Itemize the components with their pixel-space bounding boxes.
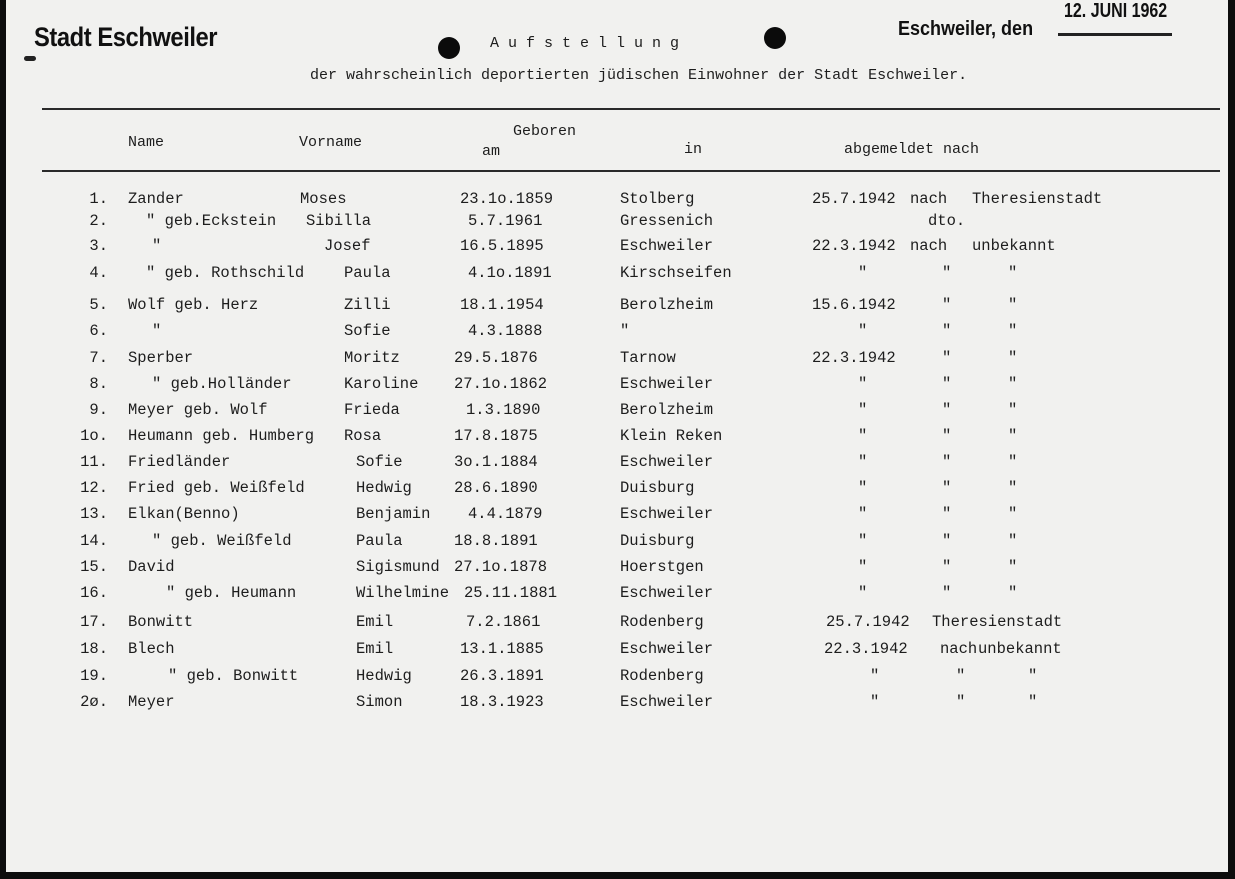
row-name: Heumann geb. Humberg bbox=[128, 427, 315, 445]
row-destination-part: " bbox=[942, 532, 952, 550]
col-header-vorname: Vorname bbox=[299, 134, 363, 151]
row-birth-date: 5.7.1961 bbox=[468, 212, 543, 230]
row-birth-date: 27.1o.1878 bbox=[454, 558, 548, 576]
row-birth-place: Duisburg bbox=[620, 479, 695, 497]
row-vorname: Wilhelmine bbox=[356, 584, 450, 602]
row-vorname: Sofie bbox=[344, 322, 391, 340]
row-birth-date: 23.1o.1859 bbox=[460, 190, 554, 208]
place-date-stamp: Eschweiler, den bbox=[898, 18, 1034, 40]
row-destination-part: 22.3.1942 bbox=[812, 349, 896, 367]
row-destination-part: " bbox=[858, 453, 868, 471]
row-destination-part: 22.3.1942 bbox=[812, 237, 896, 255]
row-vorname: Simon bbox=[356, 693, 403, 711]
row-destination-part: " bbox=[942, 322, 952, 340]
row-destination-part: " bbox=[1008, 296, 1018, 314]
row-name: David bbox=[128, 558, 175, 576]
row-destination-part: " bbox=[870, 667, 880, 685]
row-name: Zander bbox=[128, 190, 184, 208]
col-header-am: am bbox=[482, 143, 501, 160]
row-birth-place: Berolzheim bbox=[620, 401, 714, 419]
row-destination-part: nach bbox=[940, 640, 978, 658]
row-number: 2. bbox=[89, 212, 108, 230]
row-destination-part: unbekannt bbox=[978, 640, 1062, 658]
row-birth-date: 3o.1.1884 bbox=[454, 453, 538, 471]
row-vorname: Hedwig bbox=[356, 479, 412, 497]
row-destination-part: " bbox=[858, 584, 868, 602]
col-header-name: Name bbox=[128, 134, 165, 151]
row-destination-part: " bbox=[956, 693, 966, 711]
row-birth-date: 4.1o.1891 bbox=[468, 264, 552, 282]
row-destination-part: Theresienstadt bbox=[972, 190, 1103, 208]
row-destination-part: " bbox=[1008, 505, 1018, 523]
row-destination-part: " bbox=[858, 375, 868, 393]
row-destination-part: " bbox=[942, 264, 952, 282]
row-destination-part: " bbox=[858, 322, 868, 340]
row-destination-part: " bbox=[942, 558, 952, 576]
row-destination-part: " bbox=[1008, 558, 1018, 576]
header-rule-top bbox=[42, 108, 1220, 110]
row-destination-part: 25.7.1942 bbox=[826, 613, 910, 631]
row-vorname: Sibilla bbox=[306, 212, 372, 230]
row-birth-date: 18.1.1954 bbox=[460, 296, 544, 314]
row-destination-part: " bbox=[1008, 453, 1018, 471]
row-name: " bbox=[152, 322, 162, 340]
row-name: Sperber bbox=[128, 349, 194, 367]
row-birth-date: 27.1o.1862 bbox=[454, 375, 548, 393]
row-birth-date: 16.5.1895 bbox=[460, 237, 544, 255]
row-destination-part: " bbox=[858, 264, 868, 282]
col-header-geboren: Geboren bbox=[513, 123, 577, 140]
row-destination-part: 22.3.1942 bbox=[824, 640, 908, 658]
row-destination-part: " bbox=[1008, 479, 1018, 497]
row-destination-part: " bbox=[858, 532, 868, 550]
row-name: " bbox=[152, 237, 162, 255]
row-number: 15. bbox=[80, 558, 108, 576]
row-destination-part: " bbox=[858, 558, 868, 576]
row-name: Elkan(Benno) bbox=[128, 505, 240, 523]
row-birth-place: Rodenberg bbox=[620, 667, 704, 685]
row-birth-place: Eschweiler bbox=[620, 693, 714, 711]
row-birth-date: 18.3.1923 bbox=[460, 693, 544, 711]
row-name: " geb. Bonwitt bbox=[168, 667, 299, 685]
row-birth-place: Gressenich bbox=[620, 212, 714, 230]
document-subtitle: der wahrscheinlich deportierten jüdischen Einwohner der Stadt Eschweiler. bbox=[310, 67, 968, 84]
row-name: Blech bbox=[128, 640, 175, 658]
row-birth-date: 13.1.1885 bbox=[460, 640, 544, 658]
row-birth-date: 28.6.1890 bbox=[454, 479, 538, 497]
row-number: 16. bbox=[80, 584, 108, 602]
row-birth-date: 4.3.1888 bbox=[468, 322, 543, 340]
row-destination-part: " bbox=[1008, 584, 1018, 602]
row-name: " geb.Eckstein bbox=[146, 212, 277, 230]
document-sheet bbox=[6, 0, 1228, 872]
row-destination-part: " bbox=[942, 296, 952, 314]
row-vorname: Emil bbox=[356, 613, 394, 631]
row-birth-date: 1.3.1890 bbox=[466, 401, 541, 419]
row-destination-part: " bbox=[1008, 401, 1018, 419]
row-birth-date: 7.2.1861 bbox=[466, 613, 541, 631]
stamp-smudge bbox=[24, 56, 36, 61]
row-name: Bonwitt bbox=[128, 613, 194, 631]
row-name: " geb.Holländer bbox=[152, 375, 292, 393]
row-destination-part: " bbox=[858, 505, 868, 523]
col-header-in: in bbox=[684, 141, 703, 158]
row-destination-part: " bbox=[1008, 322, 1018, 340]
row-birth-place: Tarnow bbox=[620, 349, 676, 367]
row-destination-part: " bbox=[942, 349, 952, 367]
row-destination-part: " bbox=[956, 667, 966, 685]
row-birth-date: 25.11.1881 bbox=[464, 584, 558, 602]
row-birth-place: Hoerstgen bbox=[620, 558, 704, 576]
row-birth-date: 18.8.1891 bbox=[454, 532, 538, 550]
row-destination-part: " bbox=[942, 401, 952, 419]
row-vorname: Sigismund bbox=[356, 558, 440, 576]
row-number: 7. bbox=[89, 349, 108, 367]
row-birth-place: Eschweiler bbox=[620, 505, 714, 523]
row-destination-part: 25.7.1942 bbox=[812, 190, 896, 208]
row-vorname: Frieda bbox=[344, 401, 400, 419]
row-birth-place: Klein Reken bbox=[620, 427, 723, 445]
row-destination-part: " bbox=[942, 453, 952, 471]
row-vorname: Karoline bbox=[344, 375, 419, 393]
header-rule-bottom bbox=[42, 170, 1220, 172]
row-name: " geb. Weißfeld bbox=[152, 532, 292, 550]
row-destination-part: " bbox=[942, 584, 952, 602]
row-destination-part: " bbox=[942, 505, 952, 523]
row-birth-place: Eschweiler bbox=[620, 237, 714, 255]
row-birth-place: Berolzheim bbox=[620, 296, 714, 314]
row-vorname: Moritz bbox=[344, 349, 400, 367]
row-vorname: Hedwig bbox=[356, 667, 412, 685]
row-vorname: Sofie bbox=[356, 453, 403, 471]
row-vorname: Josef bbox=[324, 237, 371, 255]
row-destination-part: unbekannt bbox=[972, 237, 1056, 255]
row-name: Fried geb. Weißfeld bbox=[128, 479, 305, 497]
row-destination-part: Theresienstadt bbox=[932, 613, 1063, 631]
row-vorname: Zilli bbox=[344, 296, 391, 314]
row-birth-place: Eschweiler bbox=[620, 453, 714, 471]
row-destination-part: " bbox=[1028, 693, 1038, 711]
office-stamp: Stadt Eschweiler bbox=[34, 22, 218, 52]
row-name: Friedländer bbox=[128, 453, 231, 471]
row-number: 13. bbox=[80, 505, 108, 523]
row-vorname: Benjamin bbox=[356, 505, 431, 523]
row-destination-part: " bbox=[858, 479, 868, 497]
row-number: 11. bbox=[80, 453, 108, 471]
row-number: 2ø. bbox=[80, 693, 108, 711]
row-destination-part: " bbox=[1008, 532, 1018, 550]
row-birth-place: " bbox=[620, 322, 630, 340]
row-birth-date: 29.5.1876 bbox=[454, 349, 538, 367]
row-name: Wolf geb. Herz bbox=[128, 296, 259, 314]
row-destination-part: dto. bbox=[928, 212, 966, 230]
row-destination-part: " bbox=[1028, 667, 1038, 685]
row-number: 18. bbox=[80, 640, 108, 658]
row-birth-place: Eschweiler bbox=[620, 584, 714, 602]
row-number: 3. bbox=[89, 237, 108, 255]
row-number: 6. bbox=[89, 322, 108, 340]
row-birth-place: Kirschseifen bbox=[620, 264, 732, 282]
row-birth-place: Eschweiler bbox=[620, 375, 714, 393]
date-stamp: 12. JUNI 1962 bbox=[1064, 0, 1168, 22]
document-title: A u f s t e l l u n g bbox=[490, 35, 680, 52]
row-number: 5. bbox=[89, 296, 108, 314]
row-name: Meyer bbox=[128, 693, 175, 711]
row-birth-date: 17.8.1875 bbox=[454, 427, 538, 445]
row-destination-part: " bbox=[870, 693, 880, 711]
row-destination-part: " bbox=[942, 427, 952, 445]
row-vorname: Emil bbox=[356, 640, 394, 658]
row-destination-part: nach bbox=[910, 237, 948, 255]
row-destination-part: " bbox=[858, 427, 868, 445]
row-birth-date: 4.4.1879 bbox=[468, 505, 543, 523]
row-destination-part: nach bbox=[910, 190, 948, 208]
row-birth-place: Eschweiler bbox=[620, 640, 714, 658]
row-number: 17. bbox=[80, 613, 108, 631]
row-name: Meyer geb. Wolf bbox=[128, 401, 268, 419]
row-destination-part: " bbox=[1008, 427, 1018, 445]
row-destination-part: " bbox=[1008, 349, 1018, 367]
row-vorname: Paula bbox=[356, 532, 403, 550]
row-destination-part: " bbox=[1008, 375, 1018, 393]
row-vorname: Moses bbox=[300, 190, 347, 208]
row-number: 9. bbox=[89, 401, 108, 419]
row-number: 19. bbox=[80, 667, 108, 685]
row-number: 8. bbox=[89, 375, 108, 393]
row-vorname: Rosa bbox=[344, 427, 382, 445]
row-destination-part: " bbox=[1008, 264, 1018, 282]
row-number: 1. bbox=[89, 190, 108, 208]
row-birth-place: Duisburg bbox=[620, 532, 695, 550]
row-vorname: Paula bbox=[344, 264, 391, 282]
row-destination-part: " bbox=[942, 375, 952, 393]
row-number: 1o. bbox=[80, 427, 108, 445]
row-number: 14. bbox=[80, 532, 108, 550]
row-number: 12. bbox=[80, 479, 108, 497]
col-header-abgemeldet: abgemeldet nach bbox=[844, 141, 980, 158]
row-name: " geb. Heumann bbox=[166, 584, 297, 602]
row-destination-part: 15.6.1942 bbox=[812, 296, 896, 314]
punch-hole-left bbox=[438, 37, 460, 59]
row-birth-date: 26.3.1891 bbox=[460, 667, 544, 685]
row-destination-part: " bbox=[942, 479, 952, 497]
date-underline bbox=[1058, 33, 1172, 36]
punch-hole-right bbox=[764, 27, 786, 49]
row-destination-part: " bbox=[858, 401, 868, 419]
row-birth-place: Rodenberg bbox=[620, 613, 704, 631]
row-birth-place: Stolberg bbox=[620, 190, 695, 208]
row-name: " geb. Rothschild bbox=[146, 264, 305, 282]
row-number: 4. bbox=[89, 264, 108, 282]
